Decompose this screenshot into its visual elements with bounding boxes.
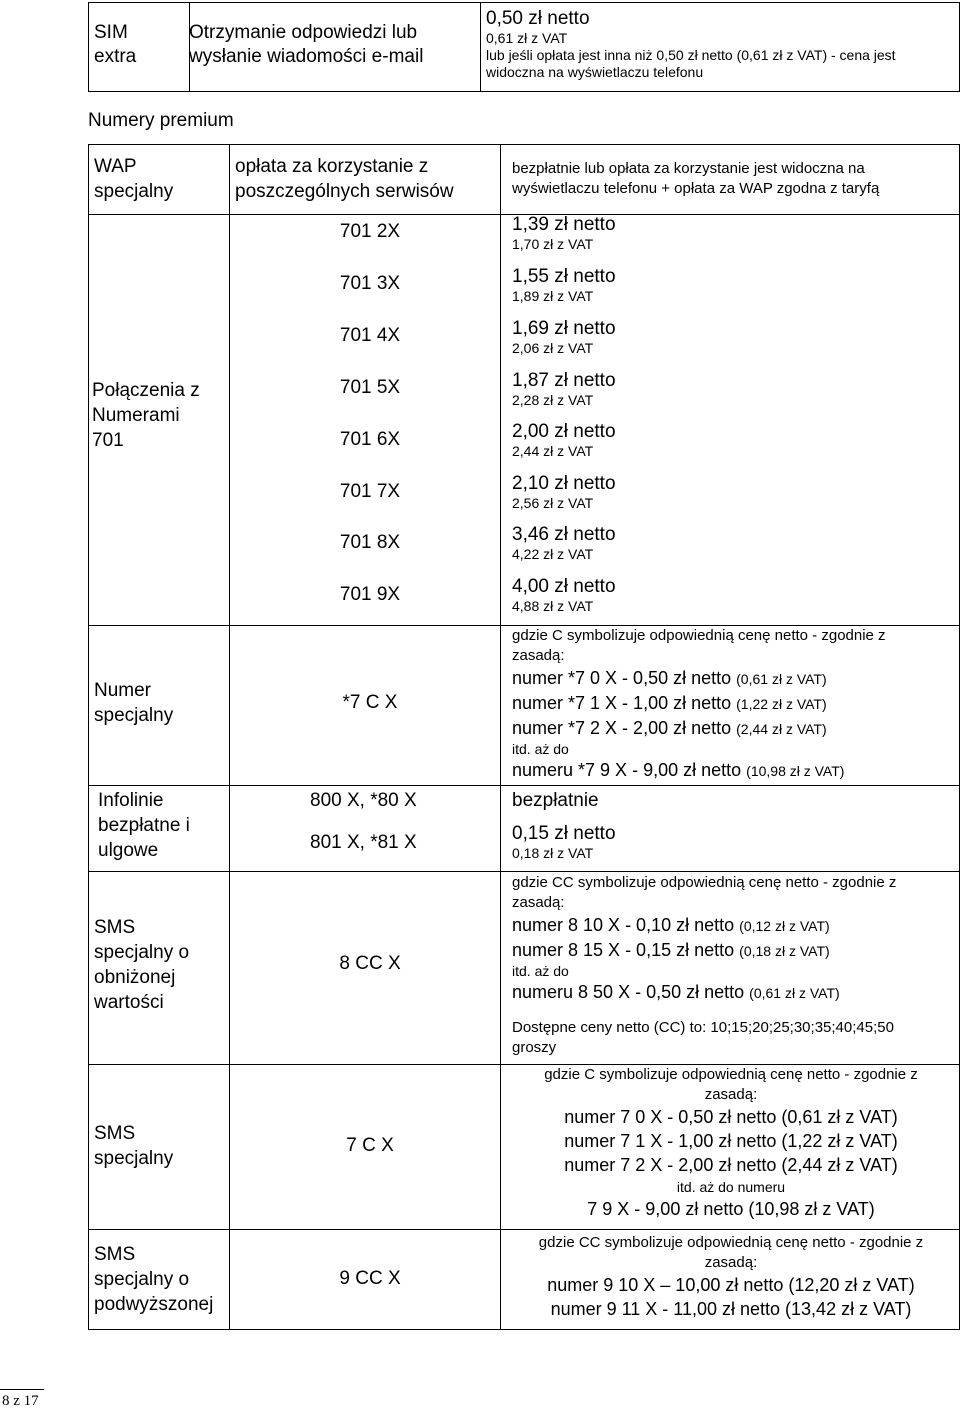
sms-obnizony-note: Dostępne ceny netto (CC) to: 10;15;20;25;30;35;40;45;50 groszy: [512, 1019, 894, 1056]
numer-specjalny-code: *7 C X: [342, 692, 398, 713]
p701-price: 1,55 zł netto 1,89 zł z VAT: [512, 266, 616, 304]
p701-price: 2,10 zł netto 2,56 zł z VAT: [512, 473, 616, 511]
numer-specjalny-label: Numer specjalny: [94, 680, 174, 726]
sms-podwyzszony-price: gdzie CC symbolizuje odpowiednią cenę netto - zgodnie z zasadą: numer 9 10 X – 10,00 zł netto (12,20 zł z VAT) numer 9 11 X - 11,00 zł netto (13,42 zł z VAT): [538, 1234, 924, 1319]
p701-price: 4,00 zł netto 4,88 zł z VAT: [512, 576, 616, 614]
p701-price: 1,69 zł netto 2,06 zł z VAT: [512, 318, 616, 356]
infolinie-code: 801 X, *81 X: [310, 832, 417, 853]
sms-podwyzszony-code: 9 CC X: [339, 1268, 401, 1289]
p701-code: 701 6X: [339, 429, 401, 450]
page-number: 8 z 17: [2, 1393, 39, 1409]
sms-obnizony-price: gdzie CC symbolizuje odpowiednią cenę netto - zgodnie z zasadą: numer 8 10 X - 0,10 zł netto (0,12 zł z VAT) numer 8 15 X - 0,15 zł netto (0,18 zł z VAT) itd. aż do numeru 8 50 X - 0,50 zł netto (0,61 zł z VAT): [512, 874, 897, 1002]
wap-price: bezpłatnie lub opłata za korzystanie jest widoczna na wyświetlaczu telefonu + opłata za WAP zgodna z taryfą: [512, 160, 880, 197]
page-number-rule: [0, 1389, 44, 1390]
sms-specjalny-price: gdzie C symbolizuje odpowiednią cenę netto - zgodnie z zasadą: numer 7 0 X - 0,50 zł netto (0,61 zł z VAT) numer 7 1 X - 1,00 zł netto (1,22 zł z VAT) numer 7 2 X - 2,00 zł netto (2,44 zł z VAT) itd. aż do numeru 7 9 X - 9,00 zł netto (10,98 zł z VAT): [544, 1066, 918, 1219]
section-title: Numery premium: [88, 110, 234, 131]
p701-price: 2,00 zł netto 2,44 zł z VAT: [512, 421, 616, 459]
p701-code: 701 3X: [339, 273, 401, 294]
p701-code: 701 4X: [339, 325, 401, 346]
p701-price: 3,46 zł netto 4,22 zł z VAT: [512, 524, 616, 562]
infolinie-price: bezpłatnie: [512, 790, 599, 811]
sms-obnizony-label: SMS specjalny o obniżonej wartości: [94, 917, 190, 1013]
p701-price: 1,87 zł netto 2,28 zł z VAT: [512, 370, 616, 408]
infolinie-code: 800 X, *80 X: [310, 790, 417, 811]
sms-specjalny-label: SMS specjalny: [94, 1123, 174, 1169]
wap-label: WAP specjalny: [94, 156, 174, 202]
p701-code: 701 5X: [339, 377, 401, 398]
p701-code: 701 9X: [339, 584, 401, 605]
sms-obnizony-code: 8 CC X: [339, 953, 401, 974]
infolinie-label: Infolinie bezpłatne i ulgowe: [98, 790, 190, 861]
infolinie-price: 0,15 zł netto 0,18 zł z VAT: [512, 823, 616, 861]
top-price: 0,50 zł netto 0,61 zł z VAT lub jeśli opłata jest inna niż 0,50 zł netto (0,61 zł z VAT) - cena jest widoczna na wyświetlaczu telefonu: [486, 8, 896, 80]
top-col2: Otrzymanie odpowiedzi lub wysłanie wiadomości e-mail: [189, 22, 424, 67]
p701-code: 701 7X: [339, 481, 401, 502]
numer-specjalny-price: gdzie C symbolizuje odpowiednią cenę netto - zgodnie z zasadą: numer *7 0 X - 0,50 zł netto (0,61 zł z VAT) numer *7 1 X - 1,00 zł netto (1,22 zł z VAT) numer *7 2 X - 2,00 zł netto (2,44 zł z VAT) itd. aż do numeru *7 9 X - 9,00 zł netto (10,98 zł z VAT): [512, 627, 886, 780]
top-col1: SIM extra: [94, 22, 137, 67]
p701-code: 701 8X: [339, 532, 401, 553]
p701-code: 701 2X: [339, 221, 401, 242]
p701-label: Połączenia z Numerami 701: [92, 380, 200, 451]
sms-podwyzszony-label: SMS specjalny o podwyższonej: [94, 1244, 214, 1315]
p701-price: 1,39 zł netto 1,70 zł z VAT: [512, 214, 616, 252]
sms-specjalny-code: 7 C X: [346, 1135, 394, 1156]
wap-desc: opłata za korzystanie z poszczególnych serwisów: [235, 156, 454, 202]
